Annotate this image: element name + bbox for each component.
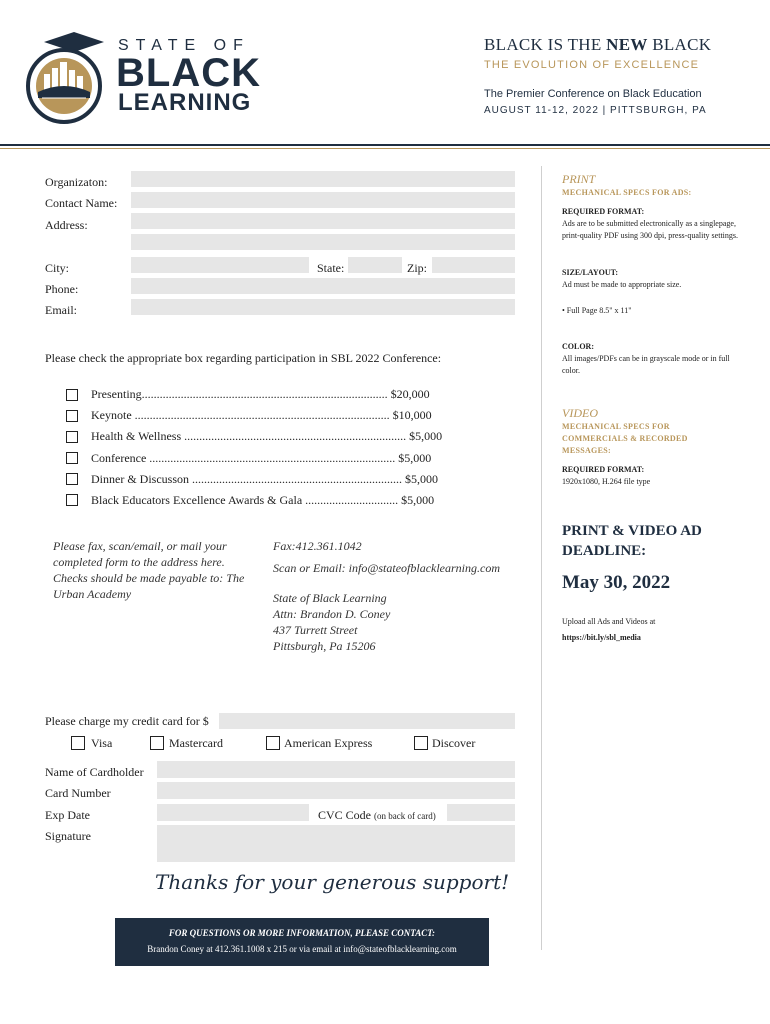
contact-name-field[interactable] (131, 192, 515, 208)
address-label: Address: (45, 218, 88, 232)
city-field[interactable] (131, 257, 309, 273)
deadline-heading: PRINT & VIDEO AD DEADLINE: (562, 523, 702, 559)
city-label: City: (45, 261, 70, 275)
organization-label: Organizaton: (45, 175, 108, 189)
checkbox-keynote[interactable] (66, 410, 78, 422)
charge-label: Please charge my credit card for $ (45, 714, 209, 728)
card-visa-label: Visa (91, 736, 113, 750)
video-format-label: REQUIRED FORMAT: (562, 465, 645, 474)
conference-title: BLACK IS THE NEW BLACK (484, 35, 712, 54)
option-awards-gala: Black Educators Excellence Awards & Gala ............................... $5,000 (91, 493, 435, 507)
option-presenting: Presenting.................................................................................. $20,000 (91, 387, 430, 401)
logo-black: BLACK (116, 51, 261, 95)
exp-date-field[interactable] (157, 804, 309, 821)
state-label: State: (317, 261, 345, 275)
print-format-label: REQUIRED FORMAT: (562, 207, 645, 216)
checkbox-health-wellness[interactable] (66, 431, 78, 443)
card-discover-label: Discover (432, 736, 476, 750)
card-mastercard-label: Mastercard (169, 736, 223, 750)
header-divider (0, 144, 770, 146)
card-number-field[interactable] (157, 782, 515, 799)
mail-instructions: Please fax, scan/email, or mail your completed form to the address here. Checks should be made payable to: The Urban Academy (53, 539, 245, 601)
fax-number: Fax:412.361.1042 (273, 539, 362, 553)
participation-prompt: Please check the appropriate box regarding participation in SBL 2022 Conference: (45, 351, 442, 365)
address-field-2[interactable] (131, 234, 515, 250)
upload-link[interactable]: https://bit.ly/sbl_media (562, 633, 641, 642)
color-text: All images/PDFs can be in grayscale mode or in full color. (562, 354, 730, 375)
header-divider-gold (0, 148, 770, 149)
logo-learning: LEARNING (118, 89, 252, 116)
video-subheading: MECHANICAL SPECS FOR COMMERCIALS & RECORDED MESSAGES: (562, 422, 688, 455)
mailing-address-line-1: State of Black Learning (273, 591, 387, 605)
conference-subtitle: THE EVOLUTION OF EXCELLENCE (484, 59, 700, 71)
print-format-text: Ads are to be submitted electronically as a singlepage, print-quality PDF using 300 dpi, press-quality settings. (562, 219, 738, 240)
column-divider (541, 166, 542, 950)
contact-name-label: Contact Name: (45, 196, 118, 210)
video-format-text: 1920x1080, H.264 file type (562, 477, 651, 486)
thanks-message: Thanks for your generous support! (155, 870, 510, 894)
email-label: Email: (45, 303, 77, 317)
logo-emblem (24, 28, 104, 124)
conference-date-location: AUGUST 11-12, 2022 | PITTSBURGH, PA (484, 105, 707, 116)
conference-description: The Premier Conference on Black Education (484, 88, 702, 100)
cvc-field[interactable] (447, 804, 515, 821)
email-field[interactable] (131, 299, 515, 315)
deadline-date: May 30, 2022 (562, 572, 671, 593)
checkbox-american-express[interactable] (266, 736, 280, 750)
signature-field[interactable] (157, 825, 515, 862)
option-keynote: Keynote ..................................................................................... $10,000 (91, 408, 432, 422)
mailing-address-line-4: Pittsburgh, Pa 15206 (273, 639, 376, 653)
state-field[interactable] (348, 257, 402, 273)
upload-text: Upload all Ads and Videos at (562, 617, 656, 626)
checkbox-awards-gala[interactable] (66, 494, 78, 506)
cardholder-field[interactable] (157, 761, 515, 778)
option-conference: Conference .................................................................................. $5,000 (91, 451, 432, 465)
scan-email: Scan or Email: info@stateofblacklearning.com (273, 561, 501, 575)
checkbox-discover[interactable] (414, 736, 428, 750)
zip-label: Zip: (407, 261, 427, 275)
zip-field[interactable] (432, 257, 515, 273)
checkbox-dinner-discussion[interactable] (66, 473, 78, 485)
print-subheading: MECHANICAL SPECS FOR ADS: (562, 188, 692, 197)
cvc-label: CVC Code (on back of card) (318, 808, 436, 822)
video-heading: VIDEO (562, 406, 598, 420)
option-health-wellness: Health & Wellness .......................................................................... $5,000 (91, 429, 443, 443)
checkbox-mastercard[interactable] (150, 736, 164, 750)
checkbox-visa[interactable] (71, 736, 85, 750)
mailing-address-line-2: Attn: Brandon D. Coney (273, 607, 391, 621)
exp-date-label: Exp Date (45, 808, 90, 822)
charge-amount-field[interactable] (219, 713, 515, 729)
footer-contact: Brandon Coney at 412.361.1008 x 215 or via email at info@stateofblacklearning.com (147, 944, 457, 954)
color-label: COLOR: (562, 342, 594, 351)
card-number-label: Card Number (45, 786, 111, 800)
size-layout-text: Ad must be made to appropriate size. (562, 280, 682, 289)
checkbox-conference[interactable] (66, 452, 78, 464)
size-layout-label: SIZE/LAYOUT: (562, 268, 619, 277)
size-bullet: • Full Page 8.5" x 11" (562, 306, 632, 315)
logo-state-of: STATE OF (118, 37, 250, 54)
footer-heading: FOR QUESTIONS OR MORE INFORMATION, PLEASE CONTACT: (168, 928, 436, 938)
phone-label: Phone: (45, 282, 79, 296)
signature-label: Signature (45, 829, 91, 843)
print-heading: PRINT (562, 172, 596, 186)
option-dinner-discussion: Dinner & Discusson ...................................................................... $5,000 (91, 472, 438, 486)
card-amex-label: American Express (284, 736, 373, 750)
organization-field[interactable] (131, 171, 515, 187)
phone-field[interactable] (131, 278, 515, 294)
mailing-address-line-3: 437 Turrett Street (273, 623, 358, 637)
address-field-1[interactable] (131, 213, 515, 229)
footer-contact-banner (115, 918, 489, 966)
cardholder-label: Name of Cardholder (45, 765, 144, 779)
checkbox-presenting[interactable] (66, 389, 78, 401)
